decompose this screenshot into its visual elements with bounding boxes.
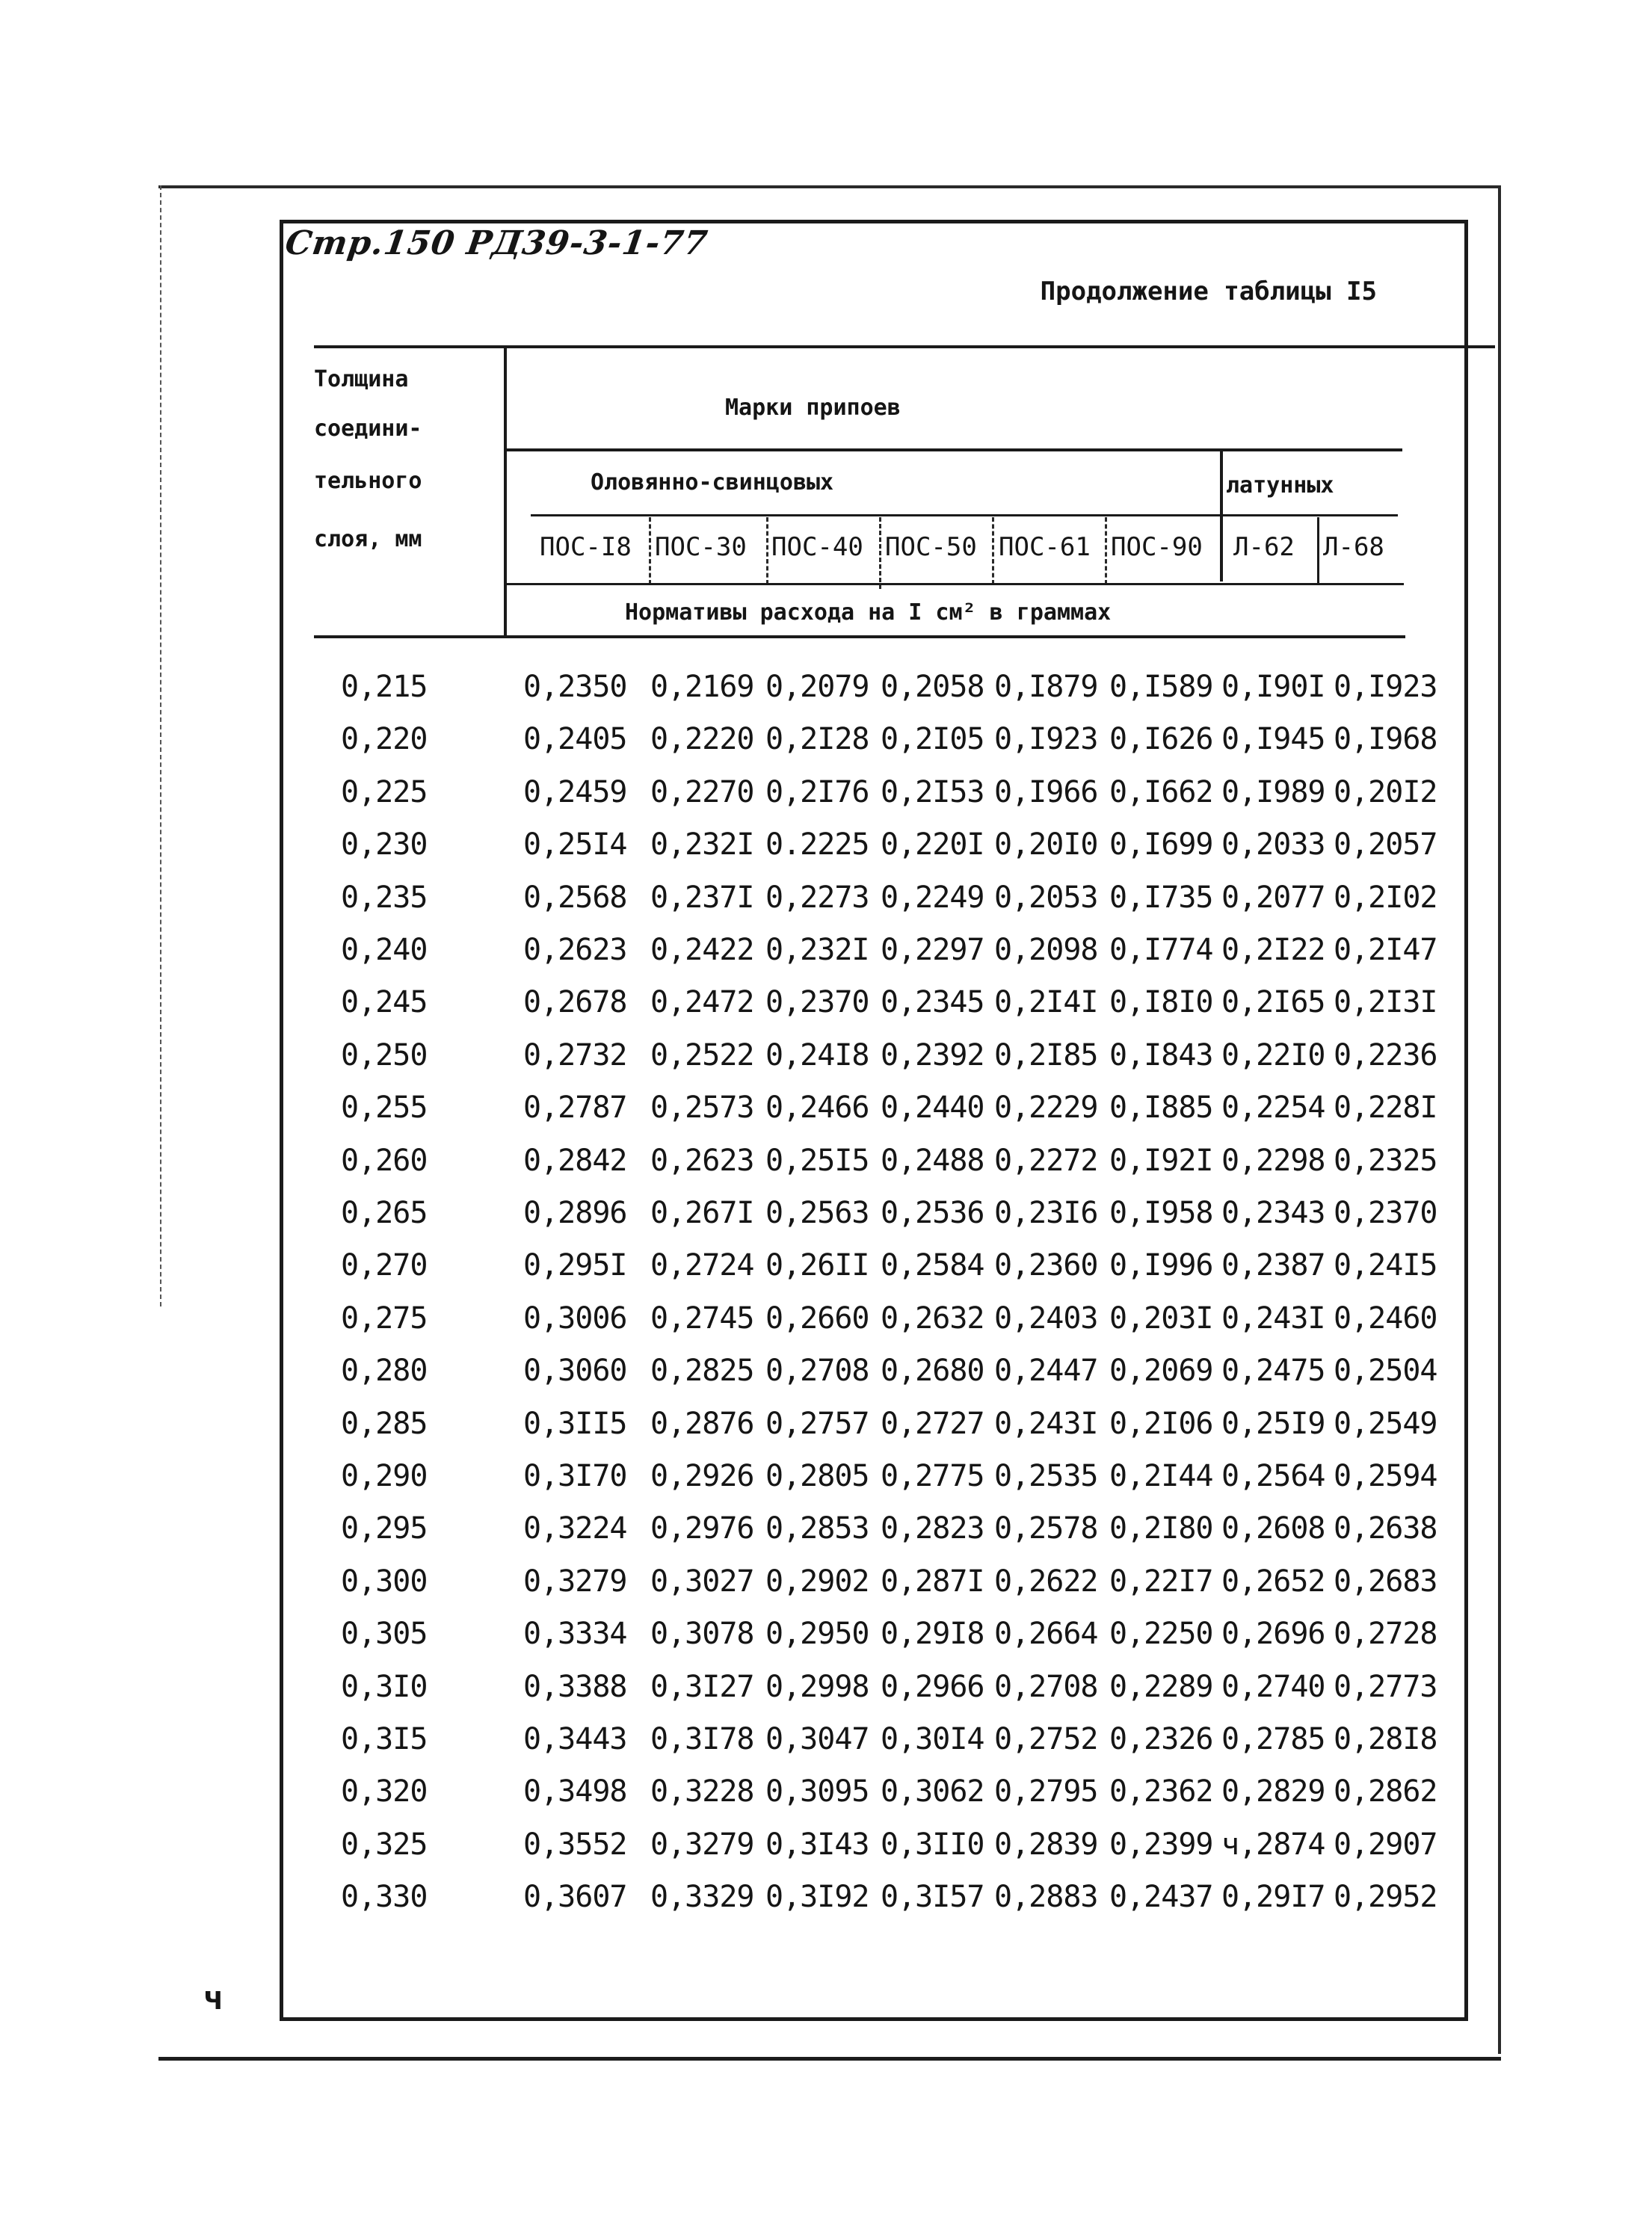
table-row (0, 1827, 1652, 1872)
thickness-cell: 0,325 (341, 1827, 428, 1862)
value-cell: 0,3498 (523, 1774, 627, 1809)
value-cell: 0,2664 (994, 1617, 1098, 1652)
value-cell: 0,2399 (1109, 1827, 1213, 1862)
value-cell: 0,2I05 (881, 722, 984, 757)
value-cell: 0,24I8 (765, 1037, 869, 1073)
value-cell: 0,3334 (523, 1617, 627, 1652)
thickness-cell: 0,3I5 (341, 1722, 428, 1756)
value-cell: 0,2422 (650, 933, 754, 967)
value-cell: 0,2727 (881, 1406, 984, 1441)
value-cell: 0,I626 (1109, 722, 1213, 757)
value-cell: 0,2440 (881, 1090, 984, 1126)
brand-divider (766, 517, 768, 584)
value-cell: 0,3047 (765, 1722, 869, 1756)
value-cell: 0,2683 (1334, 1564, 1437, 1599)
value-cell: 0,2220 (650, 722, 754, 757)
value-cell: 0,I989 (1221, 774, 1325, 809)
value-cell: 0,2504 (1334, 1354, 1437, 1389)
value-cell: 0,2169 (650, 670, 754, 704)
value-cell: 0,2350 (523, 670, 627, 704)
value-cell: 0,2I28 (765, 722, 869, 757)
value-cell: 0,2842 (523, 1143, 627, 1178)
value-cell: 0,2825 (650, 1354, 754, 1389)
value-cell: 0,3027 (650, 1564, 754, 1599)
table-row (0, 1880, 1652, 1925)
value-cell: 0,2660 (765, 1301, 869, 1336)
value-cell: 0,2829 (1221, 1774, 1325, 1809)
value-cell: 0,2608 (1221, 1511, 1325, 1546)
value-cell: 0,3I70 (523, 1459, 627, 1493)
table-row (0, 1196, 1652, 1241)
value-cell: 0,3I78 (650, 1722, 754, 1756)
value-cell: 0,2950 (765, 1617, 869, 1652)
value-cell: 0,2I44 (1109, 1459, 1213, 1493)
table-row (0, 880, 1652, 925)
value-cell: 0,2952 (1334, 1880, 1437, 1915)
value-cell: 0.2225 (765, 827, 869, 863)
thickness-cell: 0,245 (341, 985, 428, 1020)
value-cell: 0,2360 (994, 1248, 1098, 1283)
stub-header-line: соедини- (314, 416, 422, 442)
value-cell: 0,2345 (881, 985, 984, 1020)
value-cell: 0,295I (523, 1248, 627, 1283)
value-cell: 0,3078 (650, 1617, 754, 1652)
thickness-cell: 0,320 (341, 1774, 428, 1809)
value-cell: 0,2I76 (765, 774, 869, 809)
value-cell: 0,3I27 (650, 1669, 754, 1704)
table-row (0, 1144, 1652, 1188)
value-cell: 0,I885 (1109, 1090, 1213, 1126)
value-cell: 0,3I43 (765, 1827, 869, 1862)
value-cell: 0,2297 (881, 933, 984, 967)
thickness-cell: 0,280 (341, 1354, 428, 1389)
table-row (0, 1459, 1652, 1504)
value-cell: 0,24I5 (1334, 1248, 1437, 1283)
value-cell: 0,2392 (881, 1037, 984, 1073)
value-cell: 0,2740 (1221, 1669, 1325, 1704)
value-cell: 0,2563 (765, 1196, 869, 1230)
value-cell: 0,3095 (765, 1774, 869, 1809)
page-mark: ч (203, 1979, 224, 2017)
value-cell: 0,3329 (650, 1880, 754, 1915)
value-cell: 0,2584 (881, 1248, 984, 1283)
value-cell: 0,20I2 (1334, 774, 1437, 809)
value-cell: 0,2459 (523, 774, 627, 809)
thickness-cell: 0,250 (341, 1037, 428, 1073)
thickness-cell: 0,275 (341, 1301, 428, 1336)
value-cell: 0,2I22 (1221, 933, 1325, 967)
value-cell: 0,2I85 (994, 1037, 1098, 1073)
value-cell: 0,2966 (881, 1669, 984, 1704)
value-cell: ч,2874 (1221, 1827, 1325, 1862)
brand-header: ПОС-30 (655, 532, 747, 562)
value-cell: 0,I966 (994, 774, 1098, 809)
value-cell: 0,3388 (523, 1669, 627, 1704)
table-row (0, 1774, 1652, 1819)
thickness-cell: 0,290 (341, 1459, 428, 1493)
value-cell: 0,2098 (994, 933, 1098, 967)
brand-divider (879, 517, 881, 589)
value-cell: 0,2466 (765, 1090, 869, 1126)
value-cell: 0,232I (765, 933, 869, 967)
brand-header: ПОС-90 (1111, 532, 1203, 562)
table-title: Продолжение таблицы I5 (1040, 277, 1377, 306)
value-cell: 0,2632 (881, 1301, 984, 1336)
value-cell: 0,2680 (881, 1354, 984, 1389)
value-cell: 0,2077 (1221, 880, 1325, 915)
value-cell: 0,2I4I (994, 985, 1098, 1020)
subgroup-brass: латунных (1226, 472, 1334, 499)
thickness-cell: 0,265 (341, 1196, 428, 1230)
brand-divider (649, 517, 651, 584)
thickness-cell: 0,330 (341, 1880, 428, 1915)
value-cell: 0,23I6 (994, 1196, 1098, 1230)
value-cell: 0,2678 (523, 985, 627, 1020)
value-cell: 0,2594 (1334, 1459, 1437, 1493)
value-cell: 0,3006 (523, 1301, 627, 1336)
value-cell: 0,3552 (523, 1827, 627, 1862)
value-cell: 0,2896 (523, 1196, 627, 1230)
value-cell: 0,2447 (994, 1354, 1098, 1389)
value-cell: 0,2623 (523, 933, 627, 967)
stub-header-line: Толщина (314, 366, 409, 392)
value-cell: 0,I968 (1334, 722, 1437, 757)
value-cell: 0,25I9 (1221, 1406, 1325, 1441)
thickness-cell: 0,240 (341, 933, 428, 967)
value-cell: 0,2902 (765, 1564, 869, 1599)
value-cell: 0,2564 (1221, 1459, 1325, 1493)
value-cell: 0,2370 (765, 985, 869, 1020)
brand-divider (1105, 517, 1107, 584)
value-cell: 0,2724 (650, 1248, 754, 1283)
value-cell: 0,2535 (994, 1459, 1098, 1493)
document-stamp: Стр.150 РД39-3-1-77 (283, 224, 711, 262)
brand-header: ПОС-40 (771, 532, 863, 562)
value-cell: 0,2732 (523, 1037, 627, 1073)
brand-divider (1317, 517, 1319, 583)
thickness-cell: 0,3I0 (341, 1669, 428, 1704)
value-cell: 0,232I (650, 827, 754, 863)
value-cell: 0,2I53 (881, 774, 984, 809)
value-cell: 0,2876 (650, 1406, 754, 1441)
value-cell: 0,2795 (994, 1774, 1098, 1809)
value-cell: 0,2622 (994, 1564, 1098, 1599)
table-row (0, 1301, 1652, 1346)
value-cell: 0,2254 (1221, 1090, 1325, 1126)
value-cell: 0,3443 (523, 1722, 627, 1756)
value-cell: 0,2536 (881, 1196, 984, 1230)
value-cell: 0,2708 (765, 1354, 869, 1389)
norms-label: Нормативы расхода на I см² в граммах (625, 599, 1112, 626)
value-cell: 0,2236 (1334, 1037, 1437, 1073)
value-cell: 0,2229 (994, 1090, 1098, 1126)
value-cell: 0,I996 (1109, 1248, 1213, 1283)
value-cell: 0,I945 (1221, 722, 1325, 757)
thickness-cell: 0,295 (341, 1511, 428, 1546)
value-cell: 0,20I0 (994, 827, 1098, 863)
value-cell: 0,2437 (1109, 1880, 1213, 1915)
value-cell: 0,267I (650, 1196, 754, 1230)
value-cell: 0,3II0 (881, 1827, 984, 1862)
value-cell: 0,2787 (523, 1090, 627, 1126)
table-row (0, 1354, 1652, 1398)
value-cell: 0,243I (1221, 1301, 1325, 1336)
value-cell: 0,3062 (881, 1774, 984, 1809)
thickness-cell: 0,270 (341, 1248, 428, 1283)
value-cell: 0,2823 (881, 1511, 984, 1546)
value-cell: 0,3060 (523, 1354, 627, 1389)
value-cell: 0,2708 (994, 1669, 1098, 1704)
value-cell: 0,3228 (650, 1774, 754, 1809)
value-cell: 0,2057 (1334, 827, 1437, 863)
thickness-cell: 0,260 (341, 1143, 428, 1178)
brand-header: Л-68 (1323, 532, 1384, 562)
value-cell: 0,3I57 (881, 1880, 984, 1915)
value-cell: 0,2773 (1334, 1669, 1437, 1704)
value-cell: 0,2696 (1221, 1617, 1325, 1652)
table-row (0, 775, 1652, 820)
value-cell: 0,29I8 (881, 1617, 984, 1652)
value-cell: 0,2976 (650, 1511, 754, 1546)
value-cell: 0,2623 (650, 1143, 754, 1178)
value-cell: 0,2250 (1109, 1617, 1213, 1652)
value-cell: 0,237I (650, 880, 754, 915)
brand-header: Л-62 (1233, 532, 1295, 562)
value-cell: 0,2775 (881, 1459, 984, 1493)
value-cell: 0,2403 (994, 1301, 1098, 1336)
value-cell: 0,2I3I (1334, 985, 1437, 1020)
thickness-cell: 0,285 (341, 1406, 428, 1441)
stub-header-line: слоя, мм (314, 526, 422, 552)
thickness-cell: 0,225 (341, 774, 428, 809)
brand-divider (992, 517, 994, 584)
table-row (0, 827, 1652, 872)
value-cell: 0,2058 (881, 670, 984, 704)
value-cell: 0,2522 (650, 1037, 754, 1073)
value-cell: 0,26II (765, 1248, 869, 1283)
value-cell: 0,2I47 (1334, 933, 1437, 967)
table-row (0, 1511, 1652, 1556)
value-cell: 0,2578 (994, 1511, 1098, 1546)
value-cell: 0,2568 (523, 880, 627, 915)
value-cell: 0,2752 (994, 1722, 1098, 1756)
value-cell: 0,2343 (1221, 1196, 1325, 1230)
thickness-cell: 0,300 (341, 1564, 428, 1599)
value-cell: 0,2370 (1334, 1196, 1437, 1230)
value-cell: 0,2475 (1221, 1354, 1325, 1389)
value-cell: 0,2862 (1334, 1774, 1437, 1809)
table-row (0, 1617, 1652, 1662)
value-cell: 0,2853 (765, 1511, 869, 1546)
value-cell: 0,2289 (1109, 1669, 1213, 1704)
value-cell: 0,I662 (1109, 774, 1213, 809)
value-cell: 0,2839 (994, 1827, 1098, 1862)
value-cell: 0,25I5 (765, 1143, 869, 1178)
value-cell: 0,I774 (1109, 933, 1213, 967)
value-cell: 0,2405 (523, 722, 627, 757)
table-row (0, 933, 1652, 978)
value-cell: 0,2488 (881, 1143, 984, 1178)
value-cell: 0,I8I0 (1109, 985, 1213, 1020)
thickness-cell: 0,305 (341, 1617, 428, 1652)
value-cell: 0,2387 (1221, 1248, 1325, 1283)
value-cell: 0,2069 (1109, 1354, 1213, 1389)
value-cell: 0,I879 (994, 670, 1098, 704)
value-cell: 0,2I80 (1109, 1511, 1213, 1546)
value-cell: 0,2298 (1221, 1143, 1325, 1178)
value-cell: 0,2549 (1334, 1406, 1437, 1441)
group-title-rule (504, 448, 1402, 451)
value-cell: 0,2053 (994, 880, 1098, 915)
thickness-cell: 0,230 (341, 827, 428, 863)
header-bottom-rule (314, 635, 1405, 638)
value-cell: 0,3224 (523, 1511, 627, 1546)
value-cell: 0,2883 (994, 1880, 1098, 1915)
brand-header: ПОС-61 (999, 532, 1091, 562)
value-cell: 0,287I (881, 1564, 984, 1599)
value-cell: 0,28I8 (1334, 1722, 1437, 1756)
brand-header: ПОС-I8 (540, 532, 632, 562)
value-cell: 0,203I (1109, 1301, 1213, 1336)
header-top-rule (314, 345, 1495, 348)
table-row (0, 1038, 1652, 1083)
thickness-cell: 0,235 (341, 880, 428, 915)
value-cell: 0,2745 (650, 1301, 754, 1336)
group-title: Марки припоев (725, 395, 901, 421)
table-row (0, 985, 1652, 1030)
value-cell: 0,2805 (765, 1459, 869, 1493)
value-cell: 0,2I65 (1221, 985, 1325, 1020)
value-cell: 0,2460 (1334, 1301, 1437, 1336)
subgroup-tin-lead: Оловянно-свинцовых (591, 469, 834, 496)
brand-header: ПОС-50 (885, 532, 977, 562)
value-cell: 0,2728 (1334, 1617, 1437, 1652)
value-cell: 0,30I4 (881, 1722, 984, 1756)
value-cell: 0,I589 (1109, 670, 1213, 704)
header-stub-divider (504, 345, 507, 635)
value-cell: 0,2325 (1334, 1143, 1437, 1178)
value-cell: 0,2757 (765, 1406, 869, 1441)
value-cell: 0,2907 (1334, 1827, 1437, 1862)
value-cell: 0,2785 (1221, 1722, 1325, 1756)
value-cell: 0,220I (881, 827, 984, 863)
table-row (0, 722, 1652, 767)
value-cell: 0,3279 (650, 1827, 754, 1862)
value-cell: 0,3279 (523, 1564, 627, 1599)
value-cell: 0,I90I (1221, 670, 1325, 704)
value-cell: 0,3607 (523, 1880, 627, 1915)
value-cell: 0,243I (994, 1406, 1098, 1441)
table-row (0, 670, 1652, 715)
value-cell: 0,2326 (1109, 1722, 1213, 1756)
value-cell: 0,I843 (1109, 1037, 1213, 1073)
value-cell: 0,I92I (1109, 1143, 1213, 1178)
thickness-cell: 0,215 (341, 670, 428, 704)
value-cell: 0,2652 (1221, 1564, 1325, 1599)
value-cell: 0,2272 (994, 1143, 1098, 1178)
value-cell: 0,I958 (1109, 1196, 1213, 1230)
thickness-cell: 0,255 (341, 1090, 428, 1126)
value-cell: 0,22I7 (1109, 1564, 1213, 1599)
value-cell: 0,2I02 (1334, 880, 1437, 915)
value-cell: 0,2249 (881, 880, 984, 915)
value-cell: 0,2472 (650, 985, 754, 1020)
table-row (0, 1248, 1652, 1293)
value-cell: 0,I923 (1334, 670, 1437, 704)
value-cell: 0,2998 (765, 1669, 869, 1704)
value-cell: 0,228I (1334, 1090, 1437, 1126)
table-row (0, 1722, 1652, 1767)
value-cell: 0,25I4 (523, 827, 627, 863)
table-row (0, 1407, 1652, 1451)
value-cell: 0,2573 (650, 1090, 754, 1126)
value-cell: 0,2926 (650, 1459, 754, 1493)
value-cell: 0,2273 (765, 880, 869, 915)
brand-bottom-rule (504, 583, 1404, 585)
value-cell: 0,2I06 (1109, 1406, 1213, 1441)
value-cell: 0,2270 (650, 774, 754, 809)
thickness-cell: 0,220 (341, 722, 428, 757)
value-cell: 0,I923 (994, 722, 1098, 757)
value-cell: 0,22I0 (1221, 1037, 1325, 1073)
value-cell: 0,29I7 (1221, 1880, 1325, 1915)
table-row (0, 1090, 1652, 1135)
value-cell: 0,I699 (1109, 827, 1213, 863)
value-cell: 0,I735 (1109, 880, 1213, 915)
table-row (0, 1564, 1652, 1609)
value-cell: 0,3II5 (523, 1406, 627, 1441)
value-cell: 0,2079 (765, 670, 869, 704)
value-cell: 0,2638 (1334, 1511, 1437, 1546)
stub-header-line: тельного (314, 468, 422, 494)
value-cell: 0,2033 (1221, 827, 1325, 863)
table-row (0, 1670, 1652, 1715)
brand-top-rule (531, 514, 1398, 516)
value-cell: 0,2362 (1109, 1774, 1213, 1809)
value-cell: 0,3I92 (765, 1880, 869, 1915)
